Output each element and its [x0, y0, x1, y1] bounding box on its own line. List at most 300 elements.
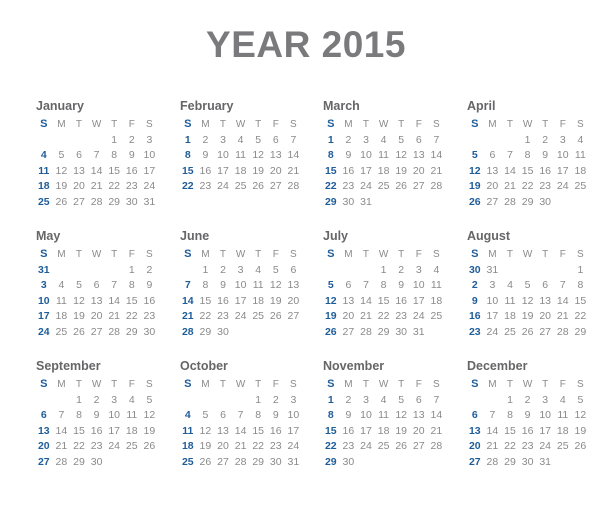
day-cell: 2 — [128, 133, 135, 146]
month-july — [322, 228, 447, 340]
day-cell: 28 — [55, 455, 68, 468]
day-cell: 12 — [252, 149, 265, 161]
month-grid — [35, 247, 160, 340]
day-cell: 24 — [37, 325, 50, 338]
weekday-header: S — [40, 378, 48, 390]
weekday-header: F — [128, 119, 135, 130]
day-cell: 24 — [217, 180, 229, 192]
day-cell: 25 — [377, 180, 390, 192]
weekday-header: T — [219, 249, 227, 260]
month-name: September — [36, 359, 101, 373]
day-cell: 4 — [577, 133, 584, 146]
weekday-header: T — [398, 119, 405, 130]
weekday-header: S — [184, 378, 192, 390]
day-cell: 18 — [252, 294, 265, 307]
month-grid — [466, 117, 591, 210]
day-cell: 10 — [539, 409, 552, 421]
weekday-header: T — [362, 249, 370, 260]
day-cell: 7 — [433, 133, 440, 146]
empty-cell — [53, 393, 71, 409]
day-cell: 23 — [125, 180, 138, 192]
day-cell: 27 — [73, 195, 85, 208]
day-cell: 28 — [90, 195, 103, 208]
day-cell: 27 — [217, 455, 229, 468]
day-cell: 2 — [146, 263, 153, 276]
day-cell: 18 — [55, 310, 68, 322]
empty-cell — [554, 195, 572, 211]
day-cell: 7 — [363, 279, 369, 291]
weekday-header: T — [111, 249, 118, 260]
day-cell: 1 — [255, 393, 262, 406]
day-cell: 25 — [556, 440, 569, 452]
day-cell: 9 — [542, 149, 549, 161]
day-cell: 12 — [574, 409, 587, 421]
day-cell: 14 — [287, 149, 300, 161]
day-cell: 9 — [524, 409, 531, 421]
day-cell: 17 — [37, 310, 50, 322]
day-cell: 14 — [556, 294, 569, 307]
day-cell: 22 — [574, 310, 587, 322]
day-cell: 5 — [524, 279, 531, 291]
day-cell: 22 — [199, 310, 212, 322]
day-cell: 3 — [290, 393, 297, 406]
weekday-header: F — [272, 379, 279, 390]
day-cell: 25 — [504, 325, 516, 338]
weekday-header: S — [290, 249, 297, 260]
weekday-header: S — [471, 118, 479, 130]
day-cell: 5 — [58, 149, 65, 161]
day-cell: 24 — [143, 180, 156, 192]
weekday-header: S — [577, 119, 584, 130]
day-cell: 8 — [202, 279, 209, 291]
weekday-header: W — [91, 379, 102, 390]
day-cell: 26 — [521, 325, 534, 338]
month-june — [179, 228, 304, 340]
day-cell: 8 — [255, 409, 262, 421]
empty-cell — [428, 325, 446, 341]
weekday-header: F — [415, 249, 422, 260]
day-cell: 19 — [395, 164, 408, 177]
day-cell: 23 — [217, 310, 229, 322]
day-cell: 12 — [395, 149, 408, 161]
day-cell: 6 — [220, 409, 226, 421]
day-cell: 22 — [377, 310, 390, 322]
day-cell: 16 — [539, 164, 552, 177]
day-cell: 15 — [73, 424, 85, 437]
day-cell: 3 — [111, 393, 118, 406]
day-cell: 16 — [199, 164, 212, 177]
empty-cell — [70, 133, 88, 149]
weekday-header: M — [488, 379, 497, 390]
day-cell: 8 — [128, 279, 135, 291]
day-cell: 21 — [55, 440, 68, 452]
day-cell: 8 — [524, 149, 531, 161]
day-cell: 29 — [377, 325, 390, 338]
day-cell: 27 — [486, 195, 499, 208]
day-cell: 7 — [93, 149, 100, 161]
empty-cell — [519, 263, 537, 279]
weekday-header: S — [471, 378, 479, 390]
empty-cell — [572, 195, 590, 211]
day-cell: 21 — [90, 180, 103, 192]
weekday-header: W — [235, 119, 246, 130]
day-cell: 7 — [58, 409, 65, 421]
day-cell: 20 — [468, 440, 481, 452]
day-cell: 6 — [471, 409, 478, 421]
day-cell: 24 — [412, 310, 425, 322]
empty-cell — [179, 393, 197, 409]
day-cell: 23 — [269, 440, 282, 452]
day-cell: 21 — [430, 164, 443, 177]
day-cell: 25 — [430, 310, 443, 322]
weekday-header: S — [40, 118, 48, 130]
weekday-header: T — [506, 119, 514, 130]
day-cell: 27 — [468, 455, 481, 468]
day-cell: 1 — [380, 263, 387, 276]
day-cell: 10 — [556, 149, 569, 161]
day-cell: 19 — [73, 310, 85, 322]
day-cell: 25 — [181, 455, 194, 468]
weekday-header: S — [146, 379, 153, 390]
day-cell: 1 — [327, 393, 334, 406]
day-cell: 16 — [342, 424, 355, 437]
day-cell: 3 — [363, 393, 369, 406]
weekday-header: T — [75, 379, 83, 390]
empty-cell — [53, 263, 71, 279]
day-cell: 22 — [181, 180, 194, 192]
day-cell: 19 — [55, 180, 68, 192]
day-cell: 5 — [76, 279, 82, 291]
day-cell: 8 — [184, 149, 191, 161]
empty-cell — [357, 455, 375, 471]
day-cell: 2 — [345, 133, 352, 146]
month-name: January — [36, 99, 84, 113]
day-cell: 4 — [58, 279, 65, 291]
day-cell: 20 — [412, 424, 425, 437]
day-cell: 6 — [542, 279, 549, 291]
day-cell: 12 — [324, 294, 337, 307]
month-grid — [35, 117, 160, 210]
day-cell: 29 — [252, 455, 265, 468]
weekday-header: S — [327, 248, 335, 260]
day-cell: 22 — [324, 440, 337, 452]
day-cell: 2 — [398, 263, 405, 276]
weekday-header: T — [75, 249, 83, 260]
weekday-header: S — [327, 118, 335, 130]
day-cell: 10 — [412, 279, 425, 291]
day-cell: 17 — [539, 424, 552, 437]
month-name: December — [467, 359, 528, 373]
weekday-header: T — [362, 119, 370, 130]
day-cell: 16 — [521, 424, 534, 437]
day-cell: 18 — [574, 164, 587, 177]
weekday-header: S — [327, 378, 335, 390]
day-cell: 15 — [108, 164, 121, 177]
day-cell: 18 — [234, 164, 247, 177]
day-cell: 10 — [108, 409, 121, 421]
day-cell: 11 — [504, 294, 516, 307]
day-cell: 5 — [471, 149, 478, 161]
day-cell: 15 — [504, 424, 516, 437]
month-march — [322, 98, 447, 210]
day-cell: 11 — [182, 424, 194, 437]
day-cell: 13 — [412, 149, 425, 161]
month-name: July — [323, 229, 349, 243]
day-cell: 14 — [430, 149, 443, 161]
day-cell: 16 — [125, 164, 138, 177]
day-cell: 11 — [430, 279, 442, 291]
day-cell: 9 — [398, 279, 405, 291]
day-cell: 18 — [377, 424, 390, 437]
day-cell: 30 — [125, 195, 138, 208]
day-cell: 22 — [504, 440, 516, 452]
day-cell: 15 — [125, 294, 138, 307]
day-cell: 30 — [539, 195, 552, 208]
day-cell: 14 — [360, 294, 372, 307]
day-cell: 29 — [108, 195, 121, 208]
weekday-header: T — [398, 379, 405, 390]
empty-cell — [105, 455, 123, 471]
empty-cell — [392, 455, 410, 471]
day-cell: 14 — [486, 424, 499, 437]
day-cell: 14 — [108, 294, 121, 307]
day-cell: 31 — [37, 263, 50, 276]
weekday-header: S — [290, 379, 297, 390]
empty-cell — [141, 455, 159, 471]
weekday-header: T — [542, 119, 549, 130]
day-cell: 4 — [40, 149, 47, 161]
month-name: November — [323, 359, 385, 373]
day-cell: 25 — [252, 310, 265, 322]
weekday-header: W — [378, 379, 389, 390]
weekday-header: S — [184, 248, 192, 260]
day-cell: 11 — [126, 409, 138, 421]
month-name: October — [180, 359, 228, 373]
day-cell: 20 — [342, 310, 355, 322]
day-cell: 16 — [468, 310, 481, 322]
day-cell: 26 — [55, 195, 68, 208]
weekday-header: W — [91, 249, 102, 260]
empty-cell — [35, 393, 53, 409]
day-cell: 1 — [202, 263, 209, 276]
day-cell: 13 — [269, 149, 282, 161]
day-cell: 2 — [345, 393, 352, 406]
weekday-header: S — [40, 248, 48, 260]
day-cell: 3 — [363, 133, 369, 146]
empty-cell — [466, 393, 484, 409]
day-cell: 12 — [55, 164, 68, 177]
day-cell: 9 — [471, 294, 478, 307]
day-cell: 19 — [143, 424, 156, 437]
day-cell: 19 — [521, 310, 534, 322]
day-cell: 24 — [539, 440, 552, 452]
month-august — [466, 228, 591, 340]
day-cell: 13 — [539, 294, 552, 307]
day-cell: 21 — [430, 424, 443, 437]
weekday-header: T — [506, 249, 514, 260]
weekday-header: F — [272, 249, 279, 260]
day-cell: 7 — [237, 409, 244, 421]
empty-cell — [484, 393, 502, 409]
day-cell: 9 — [345, 149, 352, 161]
empty-cell — [554, 263, 572, 279]
day-cell: 12 — [521, 294, 534, 307]
day-cell: 26 — [252, 180, 265, 192]
day-cell: 15 — [377, 294, 390, 307]
day-cell: 18 — [125, 424, 138, 437]
day-cell: 18 — [377, 164, 390, 177]
weekday-header: W — [378, 249, 389, 260]
weekday-header: F — [128, 379, 135, 390]
day-cell: 29 — [199, 325, 212, 338]
day-cell: 11 — [55, 294, 67, 307]
day-cell: 25 — [55, 325, 68, 338]
empty-cell — [554, 455, 572, 471]
day-cell: 17 — [217, 164, 229, 177]
day-cell: 16 — [395, 294, 408, 307]
empty-cell — [105, 263, 123, 279]
day-cell: 4 — [128, 393, 135, 406]
day-cell: 29 — [504, 455, 516, 468]
weekday-header: T — [542, 249, 549, 260]
day-cell: 10 — [37, 294, 50, 307]
day-cell: 30 — [521, 455, 534, 468]
day-cell: 15 — [324, 424, 337, 437]
day-cell: 11 — [557, 409, 569, 421]
day-cell: 7 — [184, 279, 191, 291]
day-cell: 10 — [360, 149, 372, 161]
month-september — [35, 358, 160, 470]
weekday-header: F — [128, 249, 135, 260]
day-cell: 26 — [324, 325, 337, 338]
day-cell: 10 — [287, 409, 300, 421]
day-cell: 27 — [342, 325, 355, 338]
day-cell: 20 — [412, 164, 425, 177]
weekday-header: T — [111, 379, 118, 390]
day-cell: 10 — [217, 149, 229, 161]
day-cell: 27 — [37, 455, 50, 468]
day-cell: 13 — [287, 279, 300, 291]
day-cell: 17 — [486, 310, 499, 322]
empty-cell — [501, 133, 519, 149]
weekday-header: S — [433, 119, 440, 130]
day-cell: 6 — [290, 263, 297, 276]
empty-cell — [466, 133, 484, 149]
day-cell: 21 — [504, 180, 516, 192]
day-cell: 31 — [287, 455, 300, 468]
day-cell: 23 — [395, 310, 408, 322]
day-cell: 20 — [539, 310, 552, 322]
day-cell: 28 — [108, 325, 121, 338]
day-cell: 4 — [380, 393, 387, 406]
page-title: YEAR 2015 — [206, 24, 406, 65]
month-grid — [466, 247, 591, 340]
day-cell: 6 — [415, 393, 422, 406]
day-cell: 16 — [342, 164, 355, 177]
empty-cell — [428, 455, 446, 471]
day-cell: 21 — [360, 310, 372, 322]
weekday-header: F — [272, 119, 279, 130]
day-cell: 28 — [430, 180, 443, 192]
month-grid — [179, 117, 304, 195]
day-cell: 19 — [468, 180, 481, 192]
day-cell: 9 — [93, 409, 100, 421]
weekday-header: W — [235, 249, 246, 260]
day-cell: 15 — [521, 164, 534, 177]
day-cell: 29 — [125, 325, 138, 338]
day-cell: 8 — [380, 279, 387, 291]
weekday-header: F — [559, 119, 566, 130]
day-cell: 22 — [125, 310, 138, 322]
day-cell: 14 — [90, 164, 103, 177]
day-cell: 6 — [272, 133, 279, 146]
day-cell: 10 — [143, 149, 156, 161]
weekday-header: F — [559, 249, 566, 260]
day-cell: 7 — [290, 133, 297, 146]
day-cell: 27 — [539, 325, 552, 338]
month-grid — [322, 377, 447, 470]
day-cell: 12 — [143, 409, 156, 421]
day-cell: 19 — [574, 424, 587, 437]
day-cell: 8 — [327, 149, 334, 161]
day-cell: 11 — [252, 279, 264, 291]
day-cell: 8 — [327, 409, 334, 421]
empty-cell — [572, 455, 590, 471]
day-cell: 31 — [412, 325, 425, 338]
empty-cell — [53, 133, 71, 149]
day-cell: 2 — [272, 393, 279, 406]
day-cell: 10 — [486, 294, 499, 307]
day-cell: 4 — [184, 409, 191, 421]
day-cell: 18 — [181, 440, 194, 452]
empty-cell — [88, 133, 106, 149]
day-cell: 6 — [93, 279, 100, 291]
day-cell: 16 — [90, 424, 103, 437]
day-cell: 2 — [202, 133, 209, 146]
day-cell: 17 — [360, 424, 372, 437]
day-cell: 24 — [234, 310, 247, 322]
day-cell: 20 — [269, 164, 282, 177]
day-cell: 22 — [521, 180, 534, 192]
day-cell: 15 — [324, 164, 337, 177]
day-cell: 23 — [143, 310, 156, 322]
month-grid — [322, 117, 447, 210]
month-grid — [179, 377, 304, 470]
day-cell: 9 — [146, 279, 153, 291]
weekday-header: T — [398, 249, 405, 260]
day-cell: 26 — [199, 455, 212, 468]
day-cell: 15 — [574, 294, 587, 307]
day-cell: 5 — [398, 133, 405, 146]
day-cell: 12 — [73, 294, 85, 307]
month-name: February — [180, 99, 234, 113]
day-cell: 3 — [542, 393, 549, 406]
weekday-header: S — [146, 119, 153, 130]
empty-cell — [123, 455, 141, 471]
weekday-header: M — [344, 119, 353, 130]
weekday-header: T — [255, 119, 262, 130]
day-cell: 13 — [412, 409, 425, 421]
empty-cell — [322, 263, 340, 279]
day-cell: 12 — [269, 279, 282, 291]
empty-cell — [285, 325, 303, 341]
empty-cell — [392, 195, 410, 211]
day-cell: 9 — [202, 149, 209, 161]
empty-cell — [410, 455, 428, 471]
month-april — [466, 98, 591, 210]
day-cell: 31 — [539, 455, 552, 468]
day-cell: 11 — [38, 164, 50, 177]
